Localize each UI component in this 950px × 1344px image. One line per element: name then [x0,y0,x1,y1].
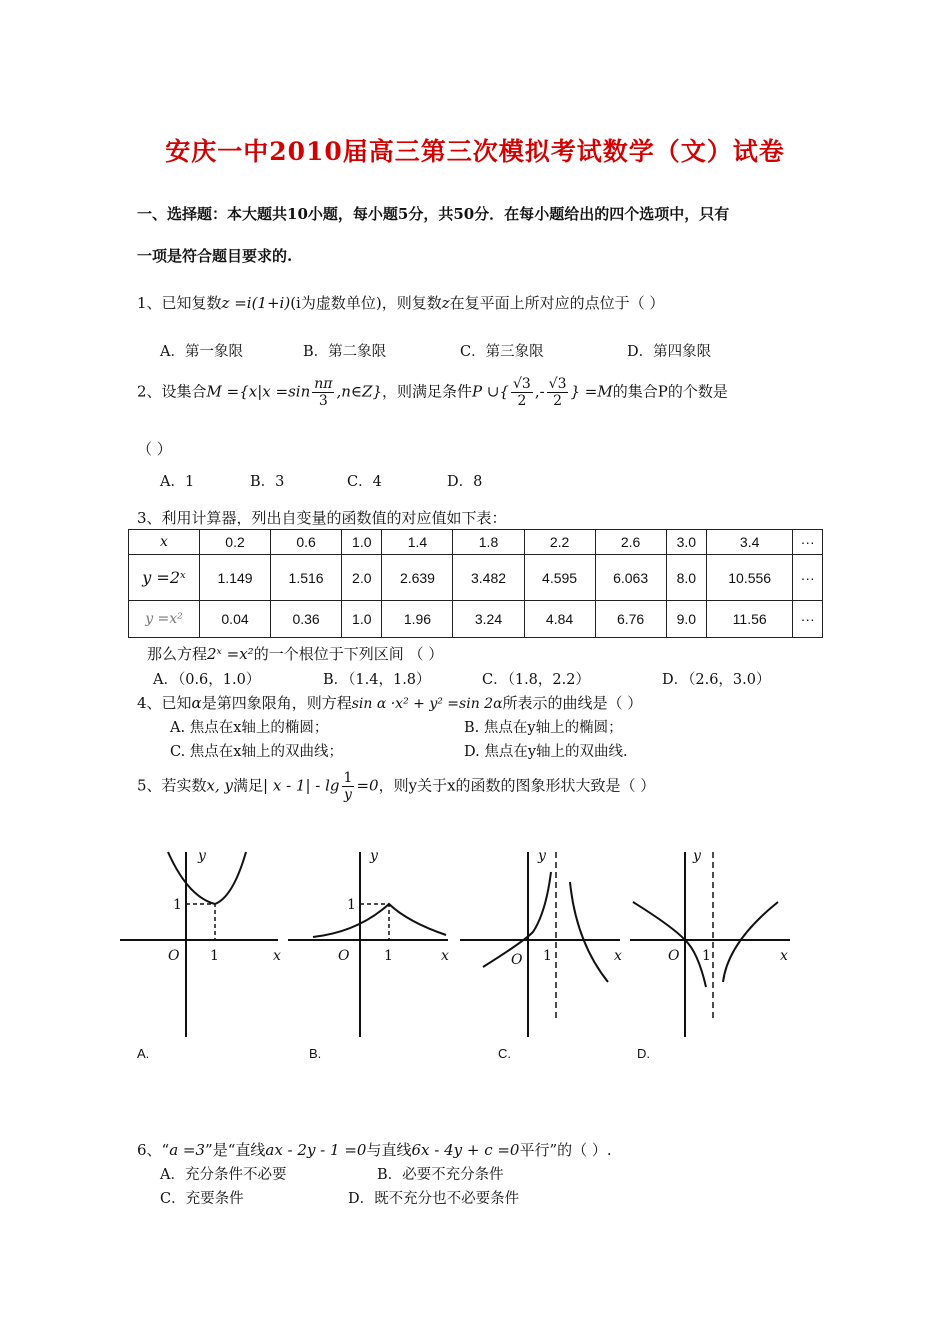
q5-fraction-1-y: $\frac{1}{y}$ [343,770,353,804]
svg-text:y: y [538,848,546,864]
table-cell: 1.0 [342,601,382,638]
question-6: 6、“a =3”是“直线ax - 2y - 1 =0与直线6x - 4y + c =0平行”的（ ）. [137,1141,612,1159]
table-cell: 2.639 [382,555,453,601]
q4-option-d[interactable]: D. 焦点在y轴上的双曲线. [464,744,628,760]
table-cell: 6.063 [595,555,666,601]
q2-comma: ,- [534,382,545,401]
question-4: 4、已知α是第四象限角，则方程sin α ·x² + y² =sin 2α所表示的曲线是（ ） [137,694,643,712]
svg-text:1: 1 [543,948,552,964]
table-cell: 0.04 [200,601,271,638]
table-cell: 3.24 [453,601,524,638]
table-row-label-2x: y =2ˣ [129,555,200,601]
table-cell: 3.0 [666,530,706,555]
q1-expr: z =i(1+i) [221,294,291,312]
svg-text:O: O [511,952,523,968]
q4-option-a[interactable]: A. 焦点在x轴上的椭圆； [170,720,329,736]
question-5: 5、若实数x, y满足| x - 1| - lg $\frac{1}{y}$ =0，则y关于x的函数的图象形状大致是（ ） [137,770,656,804]
q2-fraction-sqrt3-2-a: $\frac{√3}{2}$ [512,376,531,410]
table-cell: 9.0 [666,601,706,638]
table-row-label-x2: y =x² [129,601,200,638]
svg-text:1: 1 [347,897,356,913]
q1-option-d[interactable]: D．第四象限 [627,344,712,360]
q3-option-a[interactable]: A．（0.6，1.0） [153,672,261,688]
value-table [128,529,823,638]
table-cell: 1.4 [382,530,453,555]
graph-a-label: A. [137,1046,150,1061]
q6-option-d[interactable]: D．既不充分也不必要条件 [348,1191,520,1207]
svg-text:x: x [780,948,788,964]
q1-suffix: 在复平面上所对应的点位于（ ） [449,294,665,312]
table-cell: ··· [793,555,823,601]
svg-text:1: 1 [702,948,711,964]
graph-d-label: D. [637,1046,650,1061]
q2-set-end: ,n∈Z} [336,382,382,401]
table-cell: 6.76 [595,601,666,638]
graph-d[interactable] [628,842,798,1042]
svg-text:1: 1 [173,897,182,913]
table-cell: 11.56 [706,601,792,638]
q2-p-union: P ∪{ [472,382,509,401]
svg-text:1: 1 [384,948,393,964]
q3-question: 那么方程2ˣ =x²的一个根位于下列区间 （ ） [147,645,444,663]
page-title: 安庆一中2010届高三第三次模拟考试数学（文）试卷 [165,137,785,166]
svg-text:O: O [668,948,680,964]
graph-b[interactable] [288,842,458,1042]
table-cell: 0.36 [271,601,342,638]
q1-option-c[interactable]: C．第三象限 [460,344,544,360]
graph-c-label: C. [498,1046,511,1061]
svg-text:y: y [198,848,206,864]
table-cell: ··· [793,601,823,638]
svg-text:y: y [370,848,378,864]
table-cell: 2.6 [595,530,666,555]
table-cell: 8.0 [666,555,706,601]
svg-text:x: x [614,948,622,964]
graph-c[interactable] [458,842,628,1042]
table-cell: ··· [793,530,823,555]
question-3: 3、利用计算器，列出自变量的函数值的对应值如下表： [137,509,507,527]
table-cell: 0.6 [271,530,342,555]
q4-option-c[interactable]: C. 焦点在x轴上的双曲线； [170,744,343,760]
table-row-2x [129,555,823,601]
table-row-label-x: x [129,530,200,555]
svg-text:O: O [338,948,350,964]
graph-b-label: B. [309,1046,322,1061]
table-cell: 4.595 [524,555,595,601]
q3-option-b[interactable]: B．（1.4，1.8） [323,672,431,688]
q6-option-a[interactable]: A．充分条件不必要 [160,1167,287,1183]
q6-option-b[interactable]: B．必要不充分条件 [377,1167,504,1183]
table-cell: 2.2 [524,530,595,555]
q1-z: z [441,294,450,312]
q2-option-b[interactable]: B．3 [250,474,285,490]
q1-mid: (i为虚数单位)，则复数 [290,294,442,312]
section-heading-line1: 一、选择题：本大题共10小题，每小题5分，共50分．在每小题给出的四个选项中，只有 [137,205,730,223]
graph-a[interactable] [118,842,288,1042]
section-heading-line2: 一项是符合题目要求的. [137,247,293,265]
q1-option-a[interactable]: A．第一象限 [160,344,243,360]
q2-option-c[interactable]: C．4 [347,474,382,490]
table-cell: 3.4 [706,530,792,555]
q2-mid: ，则满足条件 [381,382,472,401]
table-cell: 1.149 [200,555,271,601]
table-cell: 1.8 [453,530,524,555]
q3-option-d[interactable]: D．（2.6，3.0） [662,672,771,688]
table-row-x [129,530,823,555]
q2-suffix: 的集合P的个数是 [612,382,728,401]
svg-text:O: O [168,948,180,964]
q2-fraction-sqrt3-2-b: $\frac{√3}{2}$ [548,376,567,410]
table-cell: 3.482 [453,555,524,601]
table-cell: 1.96 [382,601,453,638]
q1-prefix: 1、已知复数 [137,294,222,312]
q2-eq-m: } =M [570,382,613,401]
table-cell: 2.0 [342,555,382,601]
q3-option-c[interactable]: C．（1.8，2.2） [482,672,590,688]
svg-text:x: x [273,948,281,964]
question-1 [137,292,664,313]
question-2 [137,376,728,409]
q4-option-b[interactable]: B. 焦点在y轴上的椭圆； [464,720,623,736]
table-cell: 4.84 [524,601,595,638]
table-cell: 1.516 [271,555,342,601]
q2-answer-paren: （ ） [137,440,172,458]
q2-prefix: 2、设集合 [137,382,207,401]
svg-text:y: y [693,848,701,864]
table-cell: 0.2 [200,530,271,555]
table-cell: 10.556 [706,555,792,601]
q1-option-b[interactable]: B．第二象限 [303,344,387,360]
svg-text:x: x [441,948,449,964]
q2-fraction-npi-3: $\frac{n\pi}{3}$ [314,376,333,410]
svg-text:1: 1 [210,948,219,964]
table-row-x2 [129,601,823,638]
q2-option-a[interactable]: A．1 [160,474,195,490]
table-cell: 1.0 [342,530,382,555]
q6-option-c[interactable]: C．充要条件 [160,1191,244,1207]
q2-set-start: M ={x|x =sin [206,382,311,401]
q2-option-d[interactable]: D．8 [447,474,483,490]
